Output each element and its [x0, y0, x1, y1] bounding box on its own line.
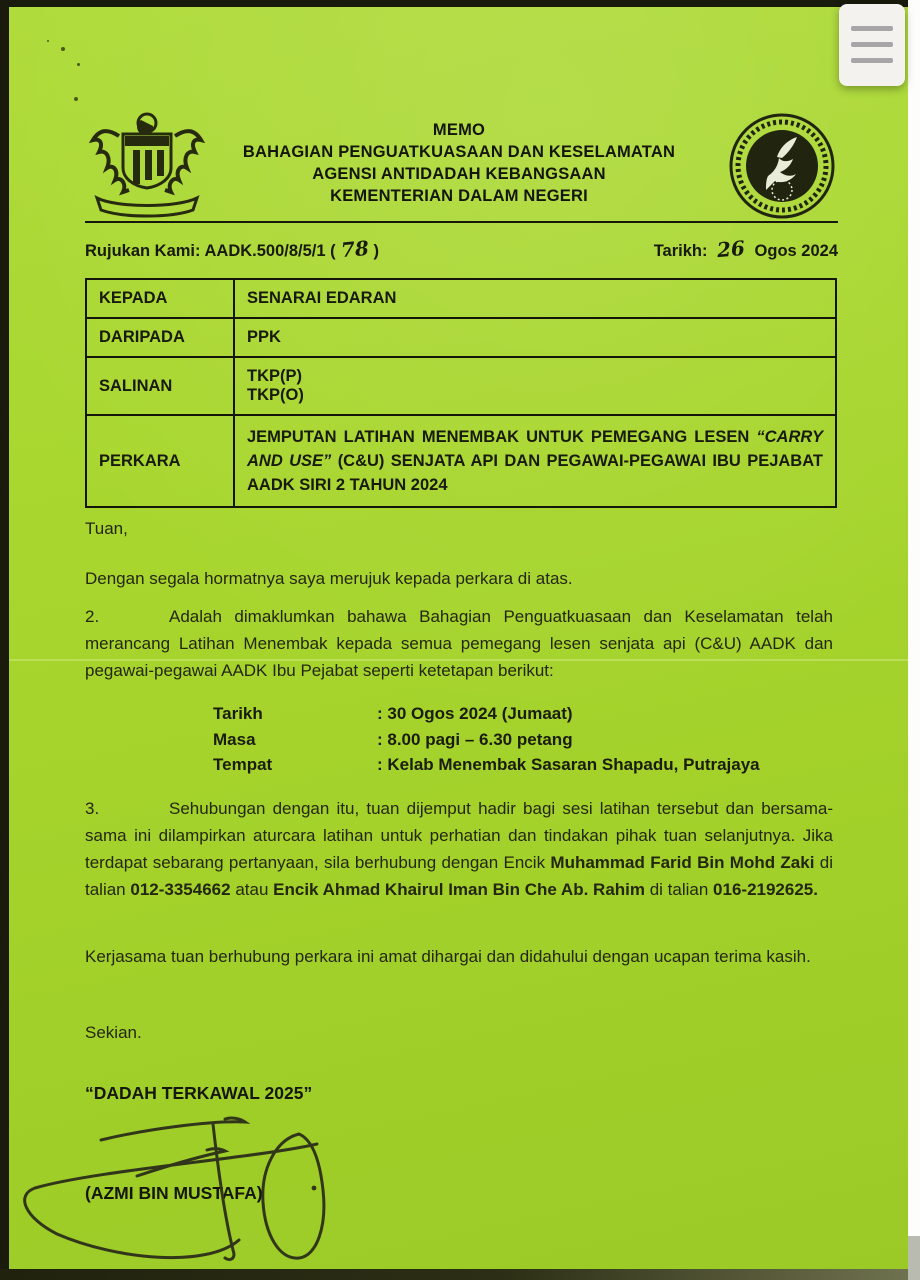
memo-title: MEMO: [432, 121, 486, 139]
table-value-salinan: [235, 358, 835, 416]
perkara-italic: “CARRY AND USE”: [247, 428, 823, 470]
paragraph-3-number: 3.: [85, 799, 100, 818]
handwritten-signature: [17, 1100, 362, 1272]
paragraph-3: [85, 795, 833, 903]
paper-speckle: [61, 47, 65, 51]
salinan-line-2: TKP(O): [247, 386, 304, 404]
table-label-kepada: KEPADA: [87, 280, 235, 319]
header-division: BAHAGIAN PENGUATKUASAAN DAN KESELAMATAN: [242, 143, 676, 161]
detail-label-tarikh: Tarikh: [213, 704, 263, 723]
reference-label: Rujukan Kami: AADK.500/8/5/1 (: [85, 242, 336, 260]
photo-corner-shadow: [908, 1236, 920, 1280]
perkara-seg1: JEMPUTAN LATIHAN MENEMBAK UNTUK PEMEGANG LESEN: [247, 428, 757, 446]
header-ministry: KEMENTERIAN DALAM NEGERI: [330, 187, 588, 205]
reference-number: [85, 235, 379, 263]
header-rule: [85, 221, 838, 223]
salutation: Tuan,: [85, 519, 128, 538]
memo-routing-table: [85, 278, 837, 508]
paragraph-3-text: di talian: [645, 880, 714, 899]
event-details: [213, 701, 760, 778]
slogan: “DADAH TERKAWAL 2025”: [85, 1083, 313, 1103]
closing: Sekian.: [85, 1023, 142, 1042]
date-field: [653, 235, 838, 263]
memo-header: [159, 119, 759, 207]
detail-label-masa: Masa: [213, 729, 256, 749]
memo-document: [9, 7, 908, 1269]
table-label-salinan: SALINAN: [87, 358, 235, 416]
contact-name-2: Encik Ahmad Khairul Iman Bin Che Ab. Rahim: [273, 880, 645, 899]
perkara-text: [247, 425, 823, 497]
table-value-daripada: PPK: [235, 319, 835, 358]
table-label-perkara: PERKARA: [87, 416, 235, 506]
perkara-seg2: (C&U) SENJATA API DAN PEGAWAI-PEGAWAI IBU PEJABAT AADK SIRI 2 TAHUN 2024: [247, 452, 823, 494]
reference-close-paren: ): [373, 242, 379, 260]
detail-value-tarikh: : 30 Ogos 2024 (Jumaat): [377, 704, 573, 723]
table-value-kepada: SENARAI EDARAN: [235, 280, 835, 319]
salinan-line-1: TKP(P): [247, 367, 302, 385]
header-agency: AGENSI ANTIDADAH KEBANGSAAN: [312, 165, 606, 183]
paper-speckle: [74, 97, 78, 101]
paragraph-2: [85, 603, 833, 684]
paragraph-3-text: di talian: [85, 853, 833, 899]
photo-edge-left: [0, 0, 9, 1280]
reference-row: [85, 235, 838, 263]
date-rest: Ogos 2024: [754, 242, 838, 260]
aadk-dove-emblem: [728, 112, 836, 220]
photo-edge-top: [0, 0, 908, 7]
paragraph-1: Dengan segala hormatnya saya merujuk kepada perkara di atas.: [85, 569, 573, 588]
table-value-perkara: [235, 416, 835, 506]
detail-label-tempat: Tempat: [213, 755, 273, 774]
table-label-daripada: DARIPADA: [87, 319, 235, 358]
reference-handwritten-number: 78: [339, 235, 370, 263]
paragraph-3-text: Sehubungan dengan itu, tuan dijemput hadir bagi sesi latihan tersebut dan bersama-sama ini dilampirkan aturcara latihan untuk perhatian dan tindakan pihak tuan selanjutnya. Jika terdapat sebarang pertanyaan, sila berhubung dengan Encik: [85, 799, 833, 872]
paragraph-2-number: 2.: [85, 607, 100, 626]
detail-value-masa: : 8.00 pagi – 6.30 petang: [377, 729, 573, 749]
paragraph-2-text: Adalah dimaklumkan bahawa Bahagian Penguatkuasaan dan Keselamatan telah merancang Latihan Menembak kepada semua pemegang lesen senjata api (C&U) AADK dan pegawai-pegawai AADK Ibu Pejabat seperti ketetapan berikut:: [85, 607, 833, 680]
menu-button[interactable]: [839, 4, 905, 86]
paragraph-4: Kerjasama tuan berhubung perkara ini amat dihargai dan didahului dengan ucapan terima kasih.: [85, 947, 811, 966]
signatory-name: (AZMI BIN MUSTAFA): [85, 1183, 263, 1203]
detail-value-tempat: : Kelab Menembak Sasaran Shapadu, Putrajaya: [377, 755, 760, 774]
paper-speckle: [77, 63, 80, 66]
date-handwritten-day: 26: [716, 235, 746, 263]
contact-phone-1: 012-3354662: [130, 880, 231, 899]
paper-speckle: [47, 40, 49, 42]
paragraph-3-text: atau: [230, 880, 274, 899]
contact-name-1: Muhammad Farid Bin Mohd Zaki: [550, 853, 815, 872]
contact-phone-2: 016-2192625.: [713, 880, 818, 899]
date-label: Tarikh:: [653, 242, 708, 260]
hamburger-menu-icon: [851, 26, 893, 74]
